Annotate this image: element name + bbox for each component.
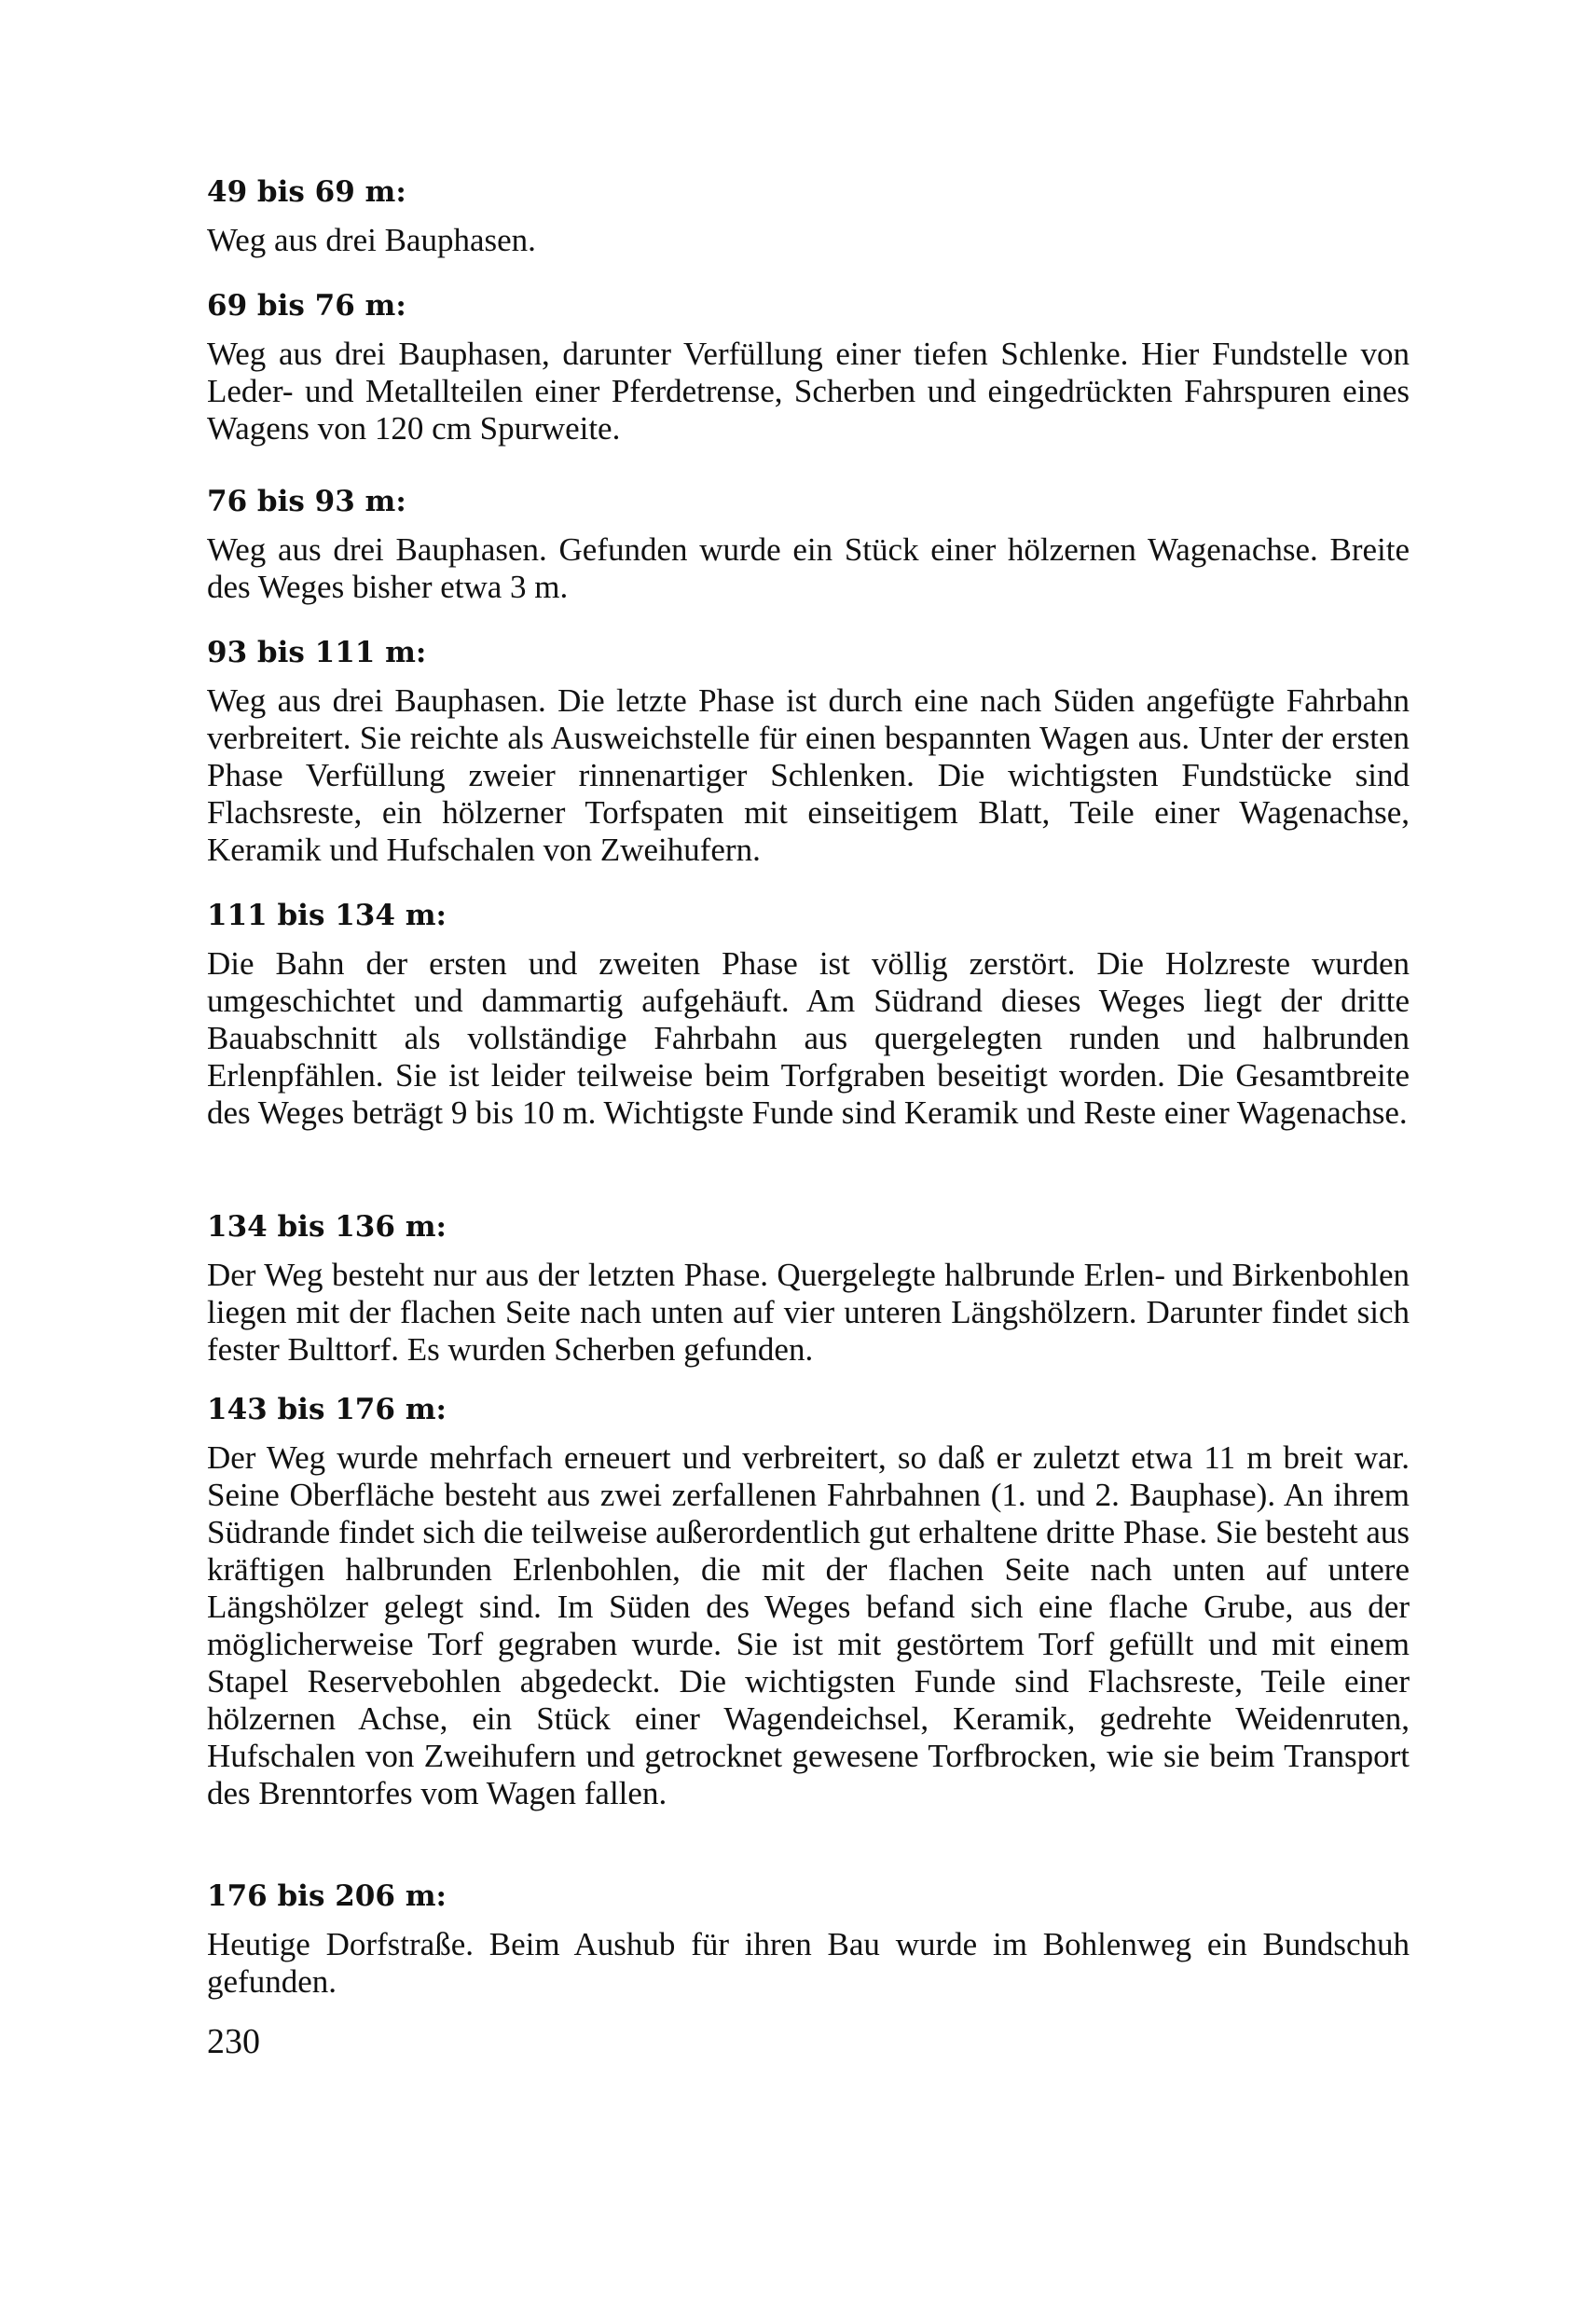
section-heading: 176 bis 206 m: bbox=[207, 1879, 447, 1913]
section-heading: 111 bis 134 m: bbox=[207, 899, 447, 932]
section-76-93 bbox=[207, 483, 1410, 606]
section-heading: 93 bis 111 m: bbox=[207, 636, 427, 669]
section-body: Weg aus drei Bauphasen. Gefunden wurde ein Stück einer hölzernen Wagenachse. Breite des Weges bisher etwa 3 m. bbox=[207, 531, 1410, 605]
section-body: Die Bahn der ersten und zweiten Phase ist völlig zerstört. Die Holzreste wurden umgeschichtet und dammartig aufgehäuft. Am Südrand dieses Weges liegt der dritte Bauabschnitt als vollständige Fahrbahn aus quergelegten runden und halbrunden Erlenpfählen. Sie ist leider teilweise beim Torfgraben beseitigt worden. Die Gesamtbreite des Weges beträgt 9 bis 10 m. Wichtigste Funde sind Keramik und Reste einer Wagenachse. bbox=[207, 945, 1410, 1131]
section-body: Der Weg besteht nur aus der letzten Phase. Quergelegte halbrunde Erlen- und Birkenbohlen liegen mit der flachen Seite nach unten auf vier unteren Längshölzern. Darunter findet sich fester Bulttorf. Es wurden Scherben gefunden. bbox=[207, 1257, 1410, 1368]
section-heading: 69 bis 76 m: bbox=[207, 289, 406, 323]
section-143-176 bbox=[207, 1391, 1410, 1812]
section-111-134 bbox=[207, 897, 1410, 1132]
section-93-111 bbox=[207, 634, 1410, 869]
section-176-206 bbox=[207, 1878, 1410, 2001]
section-body: Weg aus drei Bauphasen. bbox=[207, 222, 536, 258]
section-body: Der Weg wurde mehrfach erneuert und verbreitert, so daß er zuletzt etwa 11 m breit war. Seine Oberfläche besteht aus zwei zerfallenen Fahrbahnen (1. und 2. Bauphase). An ihrem Südrande findet sich die teilweise außerordentlich gut erhaltene dritte Phase. Sie besteht aus kräftigen halbrunden Erlenbohlen, die mit der flachen Seite nach unten auf untere Längshölzer gelegt sind. Im Süden des Weges befand sich eine flache Grube, aus der möglicherweise Torf gegraben wurde. Sie ist mit gestörtem Torf gefüllt und mit einem Stapel Reservebohlen abgedeckt. Die wichtigsten Funde sind Flachsreste, Teile einer hölzernen Achse, ein Stück einer Wagendeichsel, Keramik, gedrehte Weidenruten, Hufschalen von Zweihufern und getrocknet gewesene Torfbrocken, wie sie beim Transport des Brenntorfes vom Wagen fallen. bbox=[207, 1439, 1410, 1811]
page-number: 230 bbox=[207, 2022, 260, 2061]
section-body: Weg aus drei Bauphasen, darunter Verfüllung einer tiefen Schlenke. Hier Fundstelle von Leder- und Metallteilen einer Pferdetrense, Scherben und eingedrückten Fahrspuren eines Wagens von 120 cm Spurweite. bbox=[207, 336, 1410, 447]
section-body: Weg aus drei Bauphasen. Die letzte Phase ist durch eine nach Süden angefügte Fahrbahn verbreitert. Sie reichte als Ausweichstelle für einen bespannten Wagen aus. Unter der ersten Phase Verfüllung zweier rinnenartiger Schlenken. Die wichtigsten Fundstücke sind Flachsreste, ein hölzerner Torfspaten mit einseitigem Blatt, Teile einer Wagenachse, Keramik und Hufschalen von Zweihufern. bbox=[207, 682, 1410, 868]
section-heading: 76 bis 93 m: bbox=[207, 485, 406, 518]
section-134-136 bbox=[207, 1208, 1410, 1369]
section-69-76 bbox=[207, 287, 1410, 447]
section-heading: 134 bis 136 m: bbox=[207, 1210, 447, 1244]
section-body: Heutige Dorfstraße. Beim Aushub für ihren Bau wurde im Bohlenweg ein Bundschuh gefunden. bbox=[207, 1926, 1410, 2000]
section-49-69 bbox=[207, 173, 1410, 259]
section-heading: 143 bis 176 m: bbox=[207, 1393, 447, 1426]
section-heading: 49 bis 69 m: bbox=[207, 175, 406, 209]
